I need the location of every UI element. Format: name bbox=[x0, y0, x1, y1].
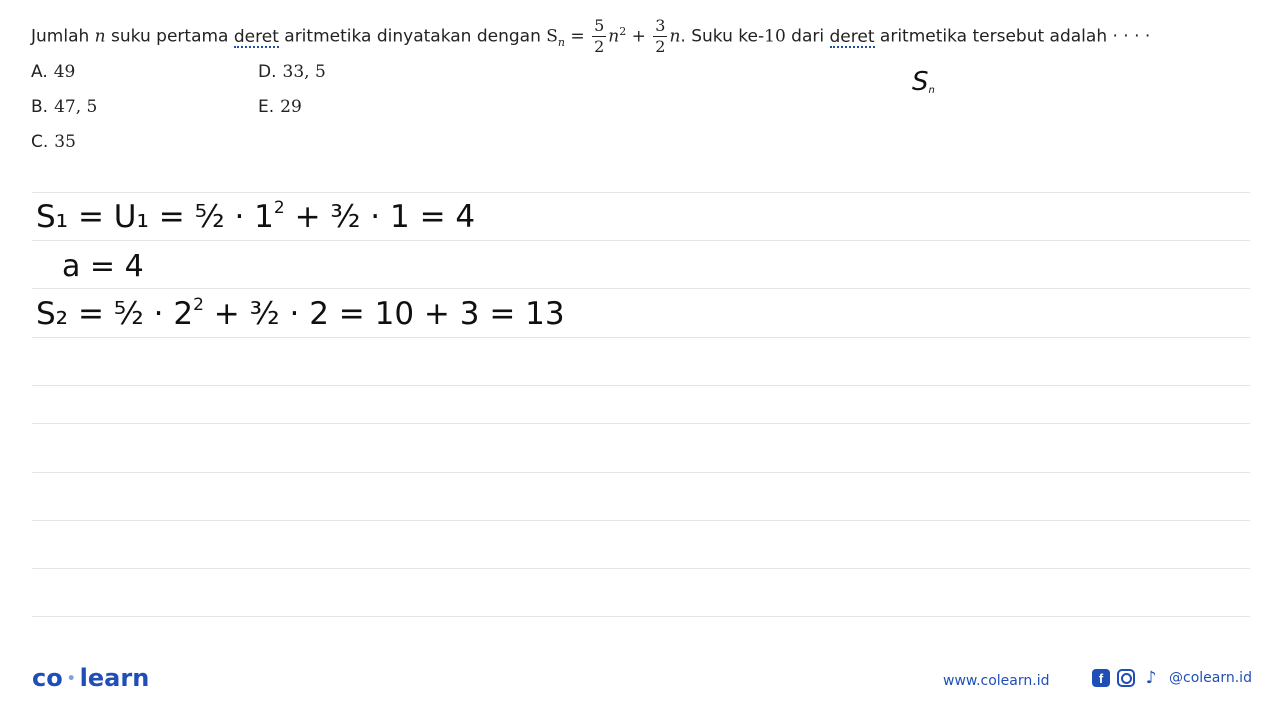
option-label: B. bbox=[31, 97, 49, 117]
fraction-numerator: 5 bbox=[594, 16, 605, 36]
option-label: D. bbox=[258, 62, 277, 82]
instagram-icon[interactable] bbox=[1117, 669, 1135, 687]
tiktok-icon[interactable]: ♪ bbox=[1145, 668, 1157, 688]
glossary-term-deret[interactable]: deret bbox=[233, 26, 279, 47]
variable-n: n bbox=[94, 26, 106, 47]
fraction-denominator: 2 bbox=[655, 37, 666, 57]
option-value: 29 bbox=[280, 97, 302, 117]
formula-plus: + bbox=[626, 26, 652, 47]
option-value: 47, 5 bbox=[54, 97, 98, 117]
option-value: 35 bbox=[54, 132, 76, 152]
social-links bbox=[1092, 669, 1252, 687]
option-value: 49 bbox=[53, 62, 76, 82]
logo-text-co: co bbox=[32, 664, 63, 692]
question-part: dari bbox=[785, 26, 830, 47]
formula-n: n bbox=[608, 26, 620, 47]
fraction-numerator: 3 bbox=[655, 16, 666, 36]
glossary-term-deret[interactable]: deret bbox=[829, 26, 875, 47]
option-label: C. bbox=[31, 132, 49, 152]
facebook-icon[interactable]: f bbox=[1092, 669, 1110, 687]
handwritten-corner-mark: Sn bbox=[912, 67, 935, 97]
blank-dots: · · · · bbox=[1112, 26, 1151, 47]
question-part: aritmetika tersebut adalah bbox=[874, 26, 1113, 47]
option-value: 33, 5 bbox=[282, 62, 326, 82]
option-label: A. bbox=[31, 62, 48, 82]
handwritten-line-s1: S₁ = U₁ = ⁵⁄₂ · $1^2$ + ³⁄₂ · 1 = 4 bbox=[36, 198, 476, 235]
formula-s: S bbox=[546, 26, 558, 47]
formula-exponent: 2 bbox=[619, 25, 627, 38]
term-index: 10 bbox=[764, 26, 786, 47]
option-label: E. bbox=[258, 97, 275, 117]
handwritten-line-a: a = 4 bbox=[62, 249, 144, 284]
formula-n: n bbox=[669, 26, 681, 47]
question-part: Jumlah bbox=[31, 26, 95, 47]
handwritten-line-s2: S₂ = ⁵⁄₂ · $2^2$ + ³⁄₂ · 2 = 10 + 3 = 13 bbox=[36, 295, 565, 332]
formula-subscript-n: n bbox=[557, 36, 566, 50]
logo-text-learn: learn bbox=[79, 664, 150, 692]
colearn-logo bbox=[32, 664, 149, 692]
fraction-denominator: 2 bbox=[594, 37, 605, 57]
formula-equals: = bbox=[565, 26, 591, 47]
question-part: . Suku ke- bbox=[680, 26, 765, 47]
logo-dot: • bbox=[66, 671, 76, 687]
social-handle[interactable]: @colearn.id bbox=[1169, 670, 1252, 686]
website-link[interactable]: www.colearn.id bbox=[943, 673, 1050, 689]
question-part: aritmetika dinyatakan dengan bbox=[278, 26, 547, 47]
question-part: suku pertama bbox=[105, 26, 234, 47]
